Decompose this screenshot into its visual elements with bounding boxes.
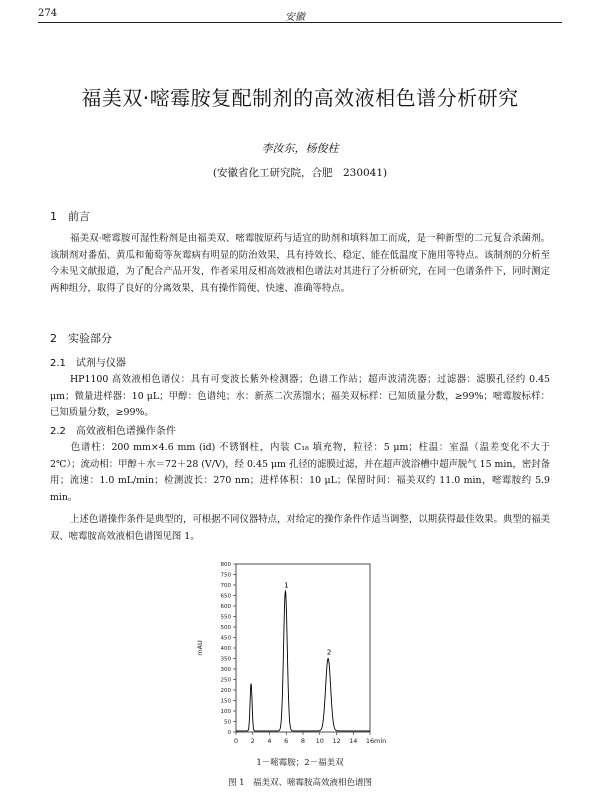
- section-2-1-paragraph: [50, 372, 550, 422]
- section-2-2-text-2: 上述色谱操作条件是典型的，可根据不同仪器特点，对给定的操作条件作适当调整，以期获得最佳效果。典型的福美双、嘧霉胺高效液相色谱图见图 1。: [50, 514, 550, 542]
- y-axis-label: mAU: [196, 640, 204, 656]
- y-tick-label: 200: [220, 688, 231, 694]
- y-tick-label: 300: [220, 667, 231, 673]
- plot-frame: [236, 564, 370, 732]
- peak-label: 1: [284, 581, 289, 590]
- y-tick-label: 650: [220, 593, 231, 600]
- x-axis-label: min: [374, 737, 387, 745]
- section-1-text: 福美双·嘧霉胺可湿性粉剂是由福美双、嘧霉胺原药与适宜的助剂和填料加工而成，是一种新型的二元复合杀菌剂。该制剂对番茄、黄瓜和葡萄等灰霉病有明显的防治效果，具有持效长、稳定、能在低温度下施用等特点。该制剂的分析至今未见文献报道，为了配合产品开发，作者采用反相高效液相色谱法对其进行了分析研究，在同一色谱条件下，同时测定两种组分，取得了良好的分离效果，具有操作简便、快速、准确等特点。: [50, 233, 550, 294]
- chromatogram-chart: [190, 556, 410, 752]
- y-tick-label: 800: [220, 562, 231, 568]
- y-tick-label: 400: [220, 646, 231, 652]
- section-2-2-heading: 2.2 高效液相色谱操作条件: [50, 426, 176, 437]
- x-tick-label: 2: [250, 737, 255, 745]
- chromatogram-trace: [236, 591, 370, 731]
- y-tick-label: 600: [220, 604, 231, 610]
- section-2-2-paragraph-2: [50, 512, 550, 545]
- y-tick-label: 100: [220, 709, 231, 715]
- section-1-paragraph: [50, 231, 550, 297]
- section-1-heading: 1 前言: [50, 210, 90, 223]
- y-tick-label: 750: [220, 572, 231, 579]
- y-tick-label: 550: [220, 614, 231, 621]
- x-tick-label: 16: [365, 737, 375, 745]
- y-tick-label: 250: [220, 677, 231, 684]
- authors: 李汝东，杨俊柱: [261, 142, 339, 155]
- y-tick-label: 500: [220, 625, 231, 631]
- y-tick-label: 50: [224, 719, 231, 726]
- x-tick-label: 4: [267, 737, 272, 745]
- y-tick-label: 0: [227, 730, 231, 736]
- header-rule: [38, 22, 562, 23]
- section-2-1-text: HP1100 高效液相色谱仪：具有可变波长紫外检测器；色谱工作站；超声波清洗器；过滤器：滤膜孔径约 0.45 μm；微量进样器：10 μL；甲醇：色谱纯；水：新蒸二次蒸馏水；福美双标样：已知质量分数，≥99%；嘧霉胺标样：已知质量分数，≥99%。: [50, 374, 550, 418]
- x-tick-label: 10: [315, 737, 324, 745]
- journal-name: 安徽: [285, 12, 305, 23]
- y-tick-label: 450: [220, 635, 231, 642]
- y-tick-label: 700: [220, 583, 231, 589]
- figure-caption: 图 1 福美双、嘧霉胺高效液相色谱图: [227, 778, 373, 788]
- section-2-2-paragraph: [50, 440, 550, 506]
- x-tick-label: 0: [233, 737, 239, 745]
- x-tick-label: 12: [332, 737, 341, 745]
- peak-label: 2: [326, 648, 332, 657]
- x-tick-label: 14: [349, 737, 358, 745]
- y-tick-label: 350: [220, 656, 231, 663]
- x-tick-label: 6: [284, 737, 289, 745]
- y-tick-label: 150: [220, 698, 231, 705]
- paper-title: 福美双·嘧霉胺复配制剂的高效液相色谱分析研究: [81, 86, 519, 110]
- section-2-heading: 2 实验部分: [50, 332, 112, 345]
- affiliation: (安徽省化工研究院，合肥 230041): [212, 167, 388, 179]
- section-2-2-text: 色谱柱：200 mm×4.6 mm (id) 不锈钢柱，内装 C₁₈ 填充物，粒径：5 μm；柱温：室温（温差变化不大于 2℃）；流动相：甲醇＋水＝72＋28 (V/V)，经 0.45 μm 孔径的滤膜过滤，并在超声波浴槽中超声脱气 15 min，密封备用；流速：1.0 mL/min；检测波长：270 nm；进样体积：10 μL；保留时间：福美双约 11.0 min，嘧霉胺约 5.9 min。: [50, 442, 550, 503]
- section-2-1-heading: 2.1 试剂与仪器: [50, 358, 126, 369]
- figure-legend: 1－嘧霉胺；2－福美双: [256, 758, 344, 768]
- x-tick-label: 8: [300, 737, 306, 745]
- page-number: 274: [38, 8, 58, 19]
